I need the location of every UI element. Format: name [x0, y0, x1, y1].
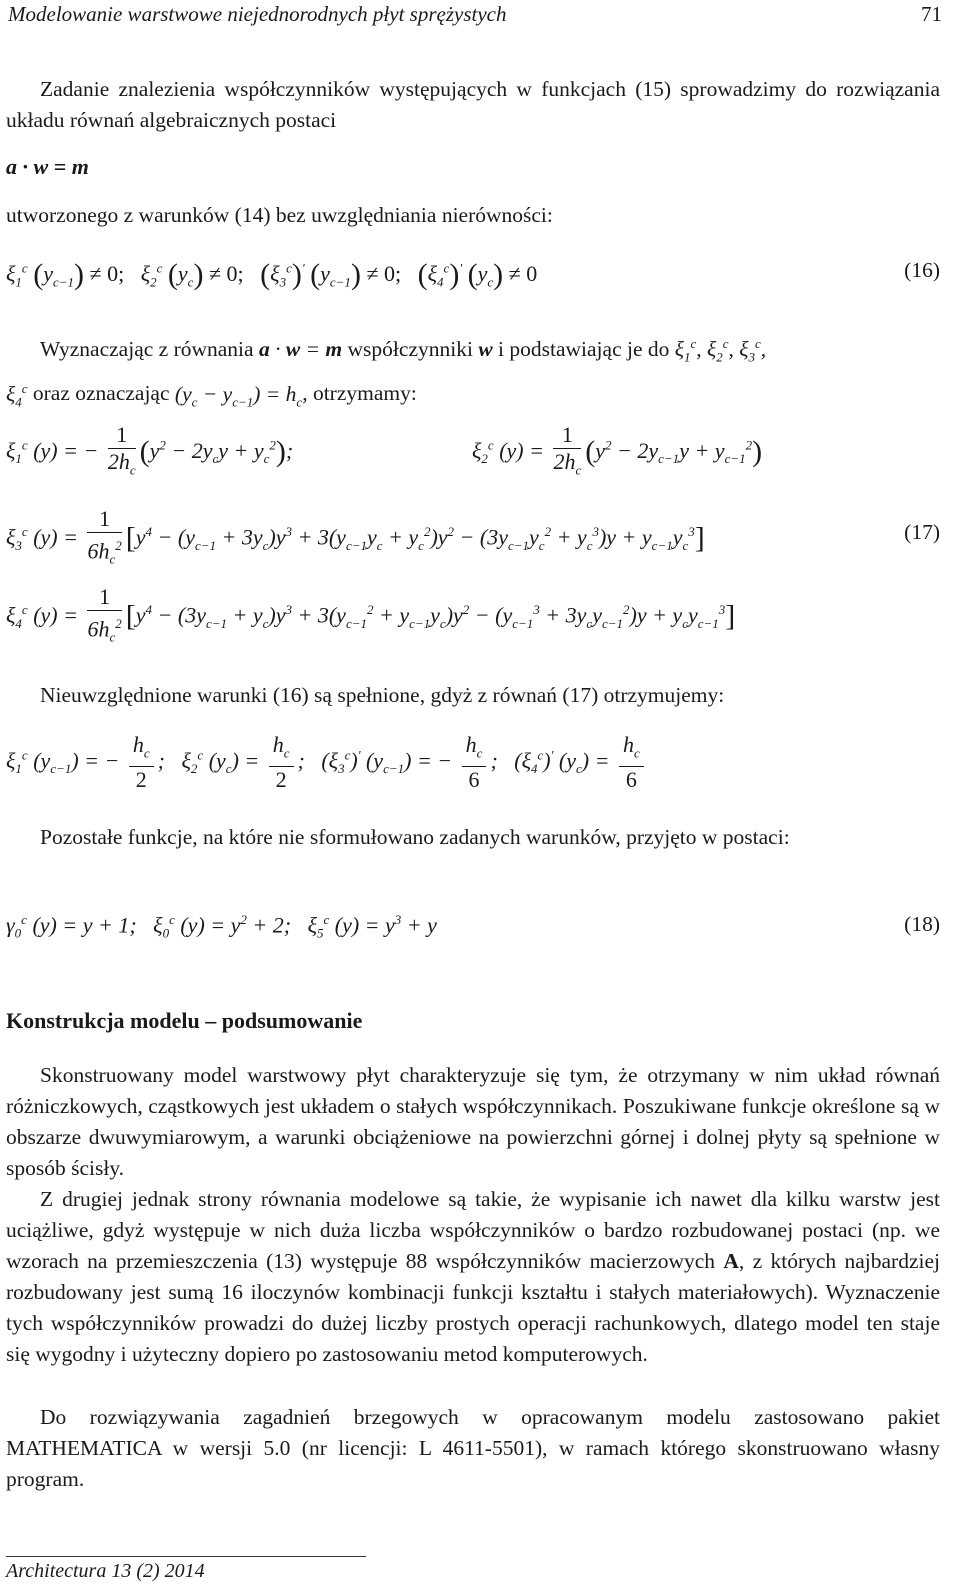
- paragraph-intro: Zadanie znalezienia współczynników występujących w funkcjach (15) sprowadzimy do rozwiązania układu równań algebraicznych postaci: [6, 77, 940, 132]
- para3-part-a: Wyznaczając z równania: [40, 337, 254, 362]
- paragraph-conditions: utworzonego z warunków (14) bez uwzględniania nierówności:: [6, 203, 553, 227]
- paragraph-remaining: Pozostałe funkcje, na które nie sformułowano zadanych warunków, przyjęto w postaci:: [40, 825, 790, 849]
- equation-checks: [6, 732, 940, 802]
- section-heading: Konstrukcja modelu – podsumowanie: [6, 1008, 363, 1033]
- paragraph-summary-2: [6, 1184, 940, 1370]
- equation-18-number: (18): [904, 912, 940, 936]
- paragraph-summary-1: Skonstruowany model warstwowy płyt charakteryzuje się tym, że otrzymany w nim układ równań różniczkowych, cząstkowych jest układem o stałych współczynnikach. Poszukiwane funkcje określone są w obszarze dwuwymiarowym, a warunki obciążeniowe na powierzchni górnej i dolnej płyty są spełnione w sposób ścisły.: [6, 1063, 940, 1180]
- running-header: [8, 2, 942, 30]
- paragraph-determine: Wyznaczając z równania a · w = m współczynniki w i podstawiając je do $\xi_1^c$, $\xi_2^c$, $\xi_3^c$, $\xi_4^c$ oraz oznaczając $(y_c - y_{c-1}) = h_c$, otrzymamy:: [6, 336, 767, 409]
- page-number: 71: [921, 2, 942, 26]
- equation-system: [6, 154, 940, 194]
- equation-checks-body: $\xi_1^c$ $(y_{c-1})$ = − $\frac{h_c}{2}$ ; $\xi_2^c$ $(y_c)$ = $\frac{h_c}{2}$ ; $(\xi_3^c)'$ $(y_{c-1})$ = − $\frac{h_c}{6}$ ; $(\xi_4^c)'$ $(y_c)$ = $\frac{h_c}{6}$: [6, 732, 648, 793]
- equation-17-line3: [6, 584, 940, 654]
- equation-16-body: $\xi_1^c$ $(y_{c-1}) \ne 0$; $\xi_2^c$ $(y_c) \ne 0$; $(\xi_3^c)'$ $(y_{c-1}) \ne 0$; $(\xi_4^c)'$ $(y_c) \ne 0$: [6, 258, 538, 291]
- equation-18-body: $\gamma_0^c$ (y) = y + 1; $\xi_0^c$ $(y) = y^2 + 2$; $\xi_5^c$ $(y) = y^3 + y$: [6, 912, 437, 941]
- para3-part-e: , otrzymamy:: [302, 381, 417, 406]
- footer: Architectura 13 (2) 2014: [6, 1560, 205, 1582]
- para7-part-a: Z drugiej jednak strony równania modelowe są takie, że wypisanie ich nawet dla kilku warstw jest uciążliwe, gdyż występuje w nich duża liczba współczynników o bardzo rozbudowanej postaci (np. we wzorach na przemieszczenia (13) występuje 88 współczynników macierzowych: [6, 1187, 940, 1273]
- running-title: Modelowanie warstwowe niejednorodnych płyt sprężystych: [8, 2, 507, 26]
- equation-17-line2: [6, 506, 940, 576]
- equation-system-text: a · w = m: [6, 154, 89, 179]
- equation-xi4: $\xi_4^c$ (y) = $\frac{1}{6h_c^2}$ $[y^4 - (3y_{c-1} + y_c)y^3 + 3(y_{c-1}^2 + y_{c-1}y_c)y^2 - (y_{c-1}^3 + 3y_cy_{c-1}^2)y + y_cy_{c-1}^3]$: [6, 584, 736, 645]
- equation-xi3: $\xi_3^c$ (y) = $\frac{1}{6h_c^2}$ $[y^4 - (y_{c-1} + 3y_c)y^3 + 3(y_{c-1}y_c + y_c^2)y^2 - (3y_{c-1}y_c^2 + y_c^3)y + y_{c-1}y_c^3]$: [6, 506, 705, 567]
- paragraph-summary-3: Do rozwiązywania zagadnień brzegowych w opracowanym modelu zastosowano pakiet MATHEMATICA w wersji 5.0 (nr licencji: L 4611-5501), w ramach którego skonstruowano własny program.: [6, 1405, 940, 1491]
- para3-part-c: i podstawiając je do: [498, 337, 670, 362]
- para3-part-b: współczynniki: [347, 337, 473, 362]
- equation-xi1: $\xi_1^c$ (y) = − $\frac{1}{2h_c}$ $(y^2 - 2y_cy + y_c^2)$;: [6, 422, 294, 478]
- equation-16-number: (16): [904, 258, 940, 282]
- para3-part-d: oraz oznaczając: [32, 381, 170, 406]
- equation-18: [6, 912, 940, 952]
- para7-bold-a: A: [723, 1249, 739, 1273]
- equation-16: [6, 258, 940, 298]
- para7-part-b: , z których najbardziej rozbudowany jest sumą 16 iloczynów kombinacji funkcji kształtu i stałych materiałowych). Wyznaczenie tych współczynników prowadzi do dużej liczby prostych operacji rachunkowych, dlatego model ten staje się wygodny i użyteczny dopiero po zastosowaniu metod komputerowych.: [6, 1249, 940, 1366]
- paragraph-unconsidered: Nieuwzględnione warunki (16) są spełnione, gdyż z równań (17) otrzymujemy:: [40, 683, 725, 707]
- equation-17-line1: [6, 422, 940, 492]
- footer-rule: [6, 1556, 366, 1557]
- equation-17-number: (17): [904, 520, 940, 544]
- equation-xi2: $\xi_2^c$ (y) = $\frac{1}{2h_c}$ $(y^2 - 2y_{c-1}y + y_{c-1}^2)$: [472, 422, 763, 478]
